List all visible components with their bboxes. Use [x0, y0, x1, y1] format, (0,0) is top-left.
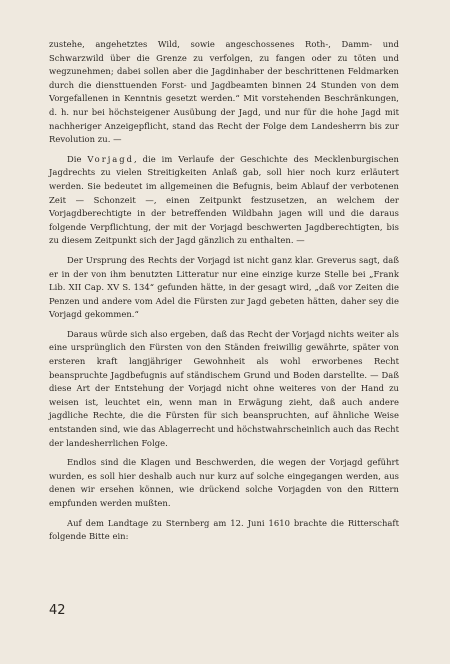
body-text [49, 38, 399, 544]
paragraph-3: Der Ursprung des Rechts der Vorjagd ist nicht ganz klar. Greverus sagt, daß er in der von ihm benutzten Litteratur nur eine einzige kurze Stelle bei „Frank Lib. XII Cap. XV S. 134“ gefunden hätte, in der gesagt wird, „daß vor Zeiten die Penzen und andere vom Adel die Fürsten zur Jagd gebeten hätten, daher sey die Vorjagd gekommen.“ [49, 254, 399, 320]
paragraph-2-lead: Die [67, 153, 88, 164]
paragraph-2 [49, 153, 399, 248]
paragraph-6: Auf dem Landtage zu Sternberg am 12. Juni 1610 brachte die Ritterschaft folgende Bitte ein: [49, 517, 399, 542]
paragraph-5: Endlos sind die Klagen und Beschwerden, die wegen der Vorjagd geführt wurden, es soll hier deshalb auch nur kurz auf solche eingegangen werden, aus denen wir ersehen können, wie drückend solche Vorjagden von den Rittern empfunden werden mußten. [49, 457, 399, 508]
paragraph-1: zustehe, angehetztes Wild, sowie angeschossenes Roth-, Damm- und Schwarzwild über die Grenze zu verfolgen, zu fangen oder zu töten und wegzunehmen; dabei sollen aber die Jagdinhaber der beschrittenen Feldmarken durch die diensttuenden Forst- und Jagdbeamten binnen 24 Stunden von dem Vorgefallenen in Kenntnis gesetzt werden.“ Mit vorstehenden Beschränkungen, d. h. nur bei höchsteigener Ausübung der Jagd, und nur für die hohe Jagd mit nachheriger Anzeigepflicht, stand das Recht der Folge dem Landesherrn bis zur Revolution zu. — [49, 39, 399, 145]
paragraph-2-spaced-term: Vorjagd [87, 153, 135, 164]
paragraph-4: Daraus würde sich also ergeben, daß das Recht der Vorjagd nichts weiter als eine ursprünglich den Fürsten von den Ständen freiwillig gewährte, später von ersteren kraft langjähriger Gewohnheit als wohl erworbenes Recht beanspruchte Jagdbefugnis auf ständischem Grund und Boden darstellte. — Daß diese Art der Entstehung der Vorjagd nicht ohne weiteres von der Hand zu weisen ist, leuchtet ein, wenn man in Erwägung zieht, daß auch andere jagdliche Rechte, die die Fürsten für sich beanspruchten, auf ähnliche Weise entstanden sind, wie das Ablagerrecht und höchstwahrscheinlich auch das Recht der landesherrlichen Folge. [49, 328, 399, 448]
paragraph-2-text: , die im Verlaufe der Geschichte des Mecklenburgischen Jagdrechts zu vielen Streitigkeiten Anlaß gab, soll hier noch kurz erläutert werden. Sie bedeutet im allgemeinen die Befugnis, beim Ablauf der verbotenen Zeit — Schonzeit —, einen Zeitpunkt festzusetzen, an welchem der Vorjagdberechtigte in der betreffenden Wildbahn jagen will und die daraus folgende Verpflichtung, der mit der Vorjagd beschwerten Jagdberechtigten, bis zu diesem Zeitpunkt sich der Jagd gänzlich zu enthalten. — [49, 153, 399, 246]
page-number: 42 [49, 603, 66, 618]
